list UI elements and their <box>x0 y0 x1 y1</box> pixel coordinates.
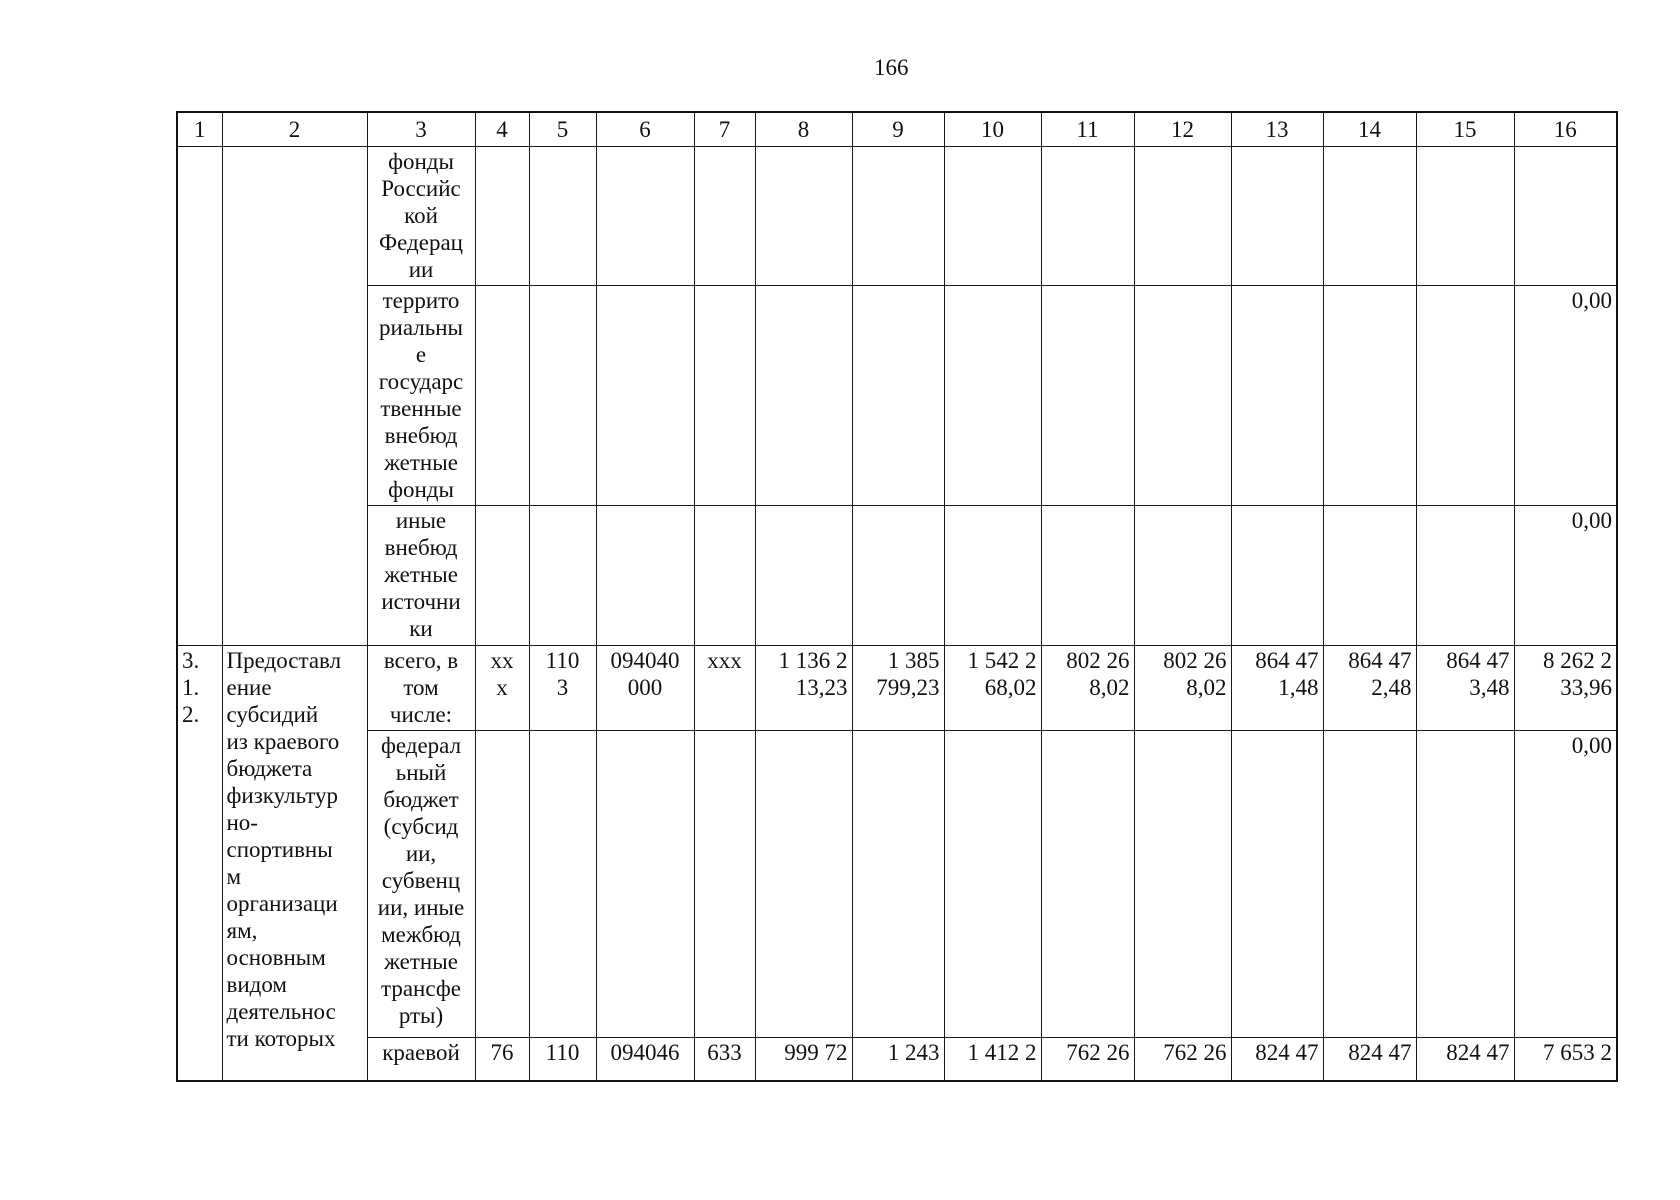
row3-col5-value <box>529 505 596 645</box>
row1-col7-value <box>694 146 755 285</box>
row2-col4-value <box>475 285 529 505</box>
column-header-5: 5 <box>529 112 596 146</box>
row3-col8-value <box>755 505 852 645</box>
row4-col16-value: 8 262 2 33,96 <box>1514 645 1617 730</box>
table-row <box>177 1037 1617 1081</box>
row6-col13-value: 824 47 <box>1231 1037 1323 1081</box>
row5-col6-value <box>596 730 694 1037</box>
column-header-7: 7 <box>694 112 755 146</box>
row6-col16-value: 7 653 2 <box>1514 1037 1617 1081</box>
blank-number-cell <box>177 146 222 645</box>
row2-col7-value <box>694 285 755 505</box>
row2-col12-value <box>1134 285 1231 505</box>
column-header-12: 12 <box>1134 112 1231 146</box>
row6-col9-value: 1 243 <box>852 1037 944 1081</box>
row5-col9-value <box>852 730 944 1037</box>
blank-name-cell <box>222 146 367 645</box>
row1-funding-source: фонды Российс кой Федерац ии <box>367 146 475 285</box>
column-header-9: 9 <box>852 112 944 146</box>
row5-col5-value <box>529 730 596 1037</box>
row6-col6-value: 094046 <box>596 1037 694 1081</box>
row6-col8-value: 999 72 <box>755 1037 852 1081</box>
column-header-14: 14 <box>1323 112 1416 146</box>
column-header-13: 13 <box>1231 112 1323 146</box>
row4-col15-value: 864 47 3,48 <box>1416 645 1514 730</box>
row3-col14-value <box>1323 505 1416 645</box>
row5-col13-value <box>1231 730 1323 1037</box>
row4-col5-value: 110 3 <box>529 645 596 730</box>
row4-col4-value: хх х <box>475 645 529 730</box>
page-number: 166 <box>874 55 909 80</box>
column-header-10: 10 <box>944 112 1041 146</box>
header-row <box>177 112 1617 146</box>
column-header-3: 3 <box>367 112 475 146</box>
row6-col12-value: 762 26 <box>1134 1037 1231 1081</box>
row2-col6-value <box>596 285 694 505</box>
row2-col9-value <box>852 285 944 505</box>
row4-col14-value: 864 47 2,48 <box>1323 645 1416 730</box>
row3-col13-value <box>1231 505 1323 645</box>
row1-col12-value <box>1134 146 1231 285</box>
row1-col9-value <box>852 146 944 285</box>
budget-table <box>176 111 1618 1082</box>
row5-col15-value <box>1416 730 1514 1037</box>
row3-col11-value <box>1041 505 1134 645</box>
row1-col16-value <box>1514 146 1617 285</box>
row1-col14-value <box>1323 146 1416 285</box>
row2-col11-value <box>1041 285 1134 505</box>
row1-col13-value <box>1231 146 1323 285</box>
column-header-1: 1 <box>177 112 222 146</box>
column-header-16: 16 <box>1514 112 1617 146</box>
row5-col11-value <box>1041 730 1134 1037</box>
row2-col15-value <box>1416 285 1514 505</box>
row6-col7-value: 633 <box>694 1037 755 1081</box>
row4-col13-value: 864 47 1,48 <box>1231 645 1323 730</box>
row6-col5-value: 110 <box>529 1037 596 1081</box>
row5-col4-value <box>475 730 529 1037</box>
row5-col16-value: 0,00 <box>1514 730 1617 1037</box>
row6-col10-value: 1 412 2 <box>944 1037 1041 1081</box>
row5-funding-source: федерал ьный бюджет (субсид ии, субвенц ии, иные межбюд жетные трансфе рты) <box>367 730 475 1037</box>
row5-col7-value <box>694 730 755 1037</box>
row2-col8-value <box>755 285 852 505</box>
row6-funding-source: краевой <box>367 1037 475 1081</box>
item-number: 3. 1. 2. <box>177 645 222 1081</box>
column-header-2: 2 <box>222 112 367 146</box>
row5-col12-value <box>1134 730 1231 1037</box>
row4-col12-value: 802 26 8,02 <box>1134 645 1231 730</box>
table-row <box>177 730 1617 1037</box>
row1-col5-value <box>529 146 596 285</box>
row4-col6-value: 094040 000 <box>596 645 694 730</box>
row2-col16-value: 0,00 <box>1514 285 1617 505</box>
row3-col10-value <box>944 505 1041 645</box>
column-header-11: 11 <box>1041 112 1134 146</box>
row4-col10-value: 1 542 2 68,02 <box>944 645 1041 730</box>
row1-col8-value <box>755 146 852 285</box>
row3-col9-value <box>852 505 944 645</box>
row6-col4-value: 76 <box>475 1037 529 1081</box>
table-row <box>177 505 1617 645</box>
column-header-15: 15 <box>1416 112 1514 146</box>
column-header-8: 8 <box>755 112 852 146</box>
row5-col10-value <box>944 730 1041 1037</box>
table-row <box>177 285 1617 505</box>
row5-col8-value <box>755 730 852 1037</box>
row6-col14-value: 824 47 <box>1323 1037 1416 1081</box>
row3-funding-source: иные внебюд жетные источни ки <box>367 505 475 645</box>
row2-col10-value <box>944 285 1041 505</box>
row5-col14-value <box>1323 730 1416 1037</box>
row3-col4-value <box>475 505 529 645</box>
row1-col4-value <box>475 146 529 285</box>
row4-col7-value: ххх <box>694 645 755 730</box>
row2-col13-value <box>1231 285 1323 505</box>
row3-col7-value <box>694 505 755 645</box>
row1-col10-value <box>944 146 1041 285</box>
row3-col15-value <box>1416 505 1514 645</box>
column-header-4: 4 <box>475 112 529 146</box>
row1-col11-value <box>1041 146 1134 285</box>
row4-col8-value: 1 136 2 13,23 <box>755 645 852 730</box>
row2-col14-value <box>1323 285 1416 505</box>
row4-col9-value: 1 385 799,23 <box>852 645 944 730</box>
row1-col15-value <box>1416 146 1514 285</box>
table-row <box>177 645 1617 730</box>
item-name: Предоставл ение субсидий из краевого бюджета физкультур но- спортивны м организаци ям, основным видом деятельнос ти которых <box>222 645 367 1081</box>
row1-col6-value <box>596 146 694 285</box>
row4-funding-source: всего, в том числе: <box>367 645 475 730</box>
row4-col11-value: 802 26 8,02 <box>1041 645 1134 730</box>
row6-col11-value: 762 26 <box>1041 1037 1134 1081</box>
row3-col12-value <box>1134 505 1231 645</box>
column-header-6: 6 <box>596 112 694 146</box>
row6-col15-value: 824 47 <box>1416 1037 1514 1081</box>
row3-col16-value: 0,00 <box>1514 505 1617 645</box>
row2-col5-value <box>529 285 596 505</box>
row2-funding-source: террито риальны е государс твенные внебюд жетные фонды <box>367 285 475 505</box>
table-row <box>177 146 1617 285</box>
row3-col6-value <box>596 505 694 645</box>
